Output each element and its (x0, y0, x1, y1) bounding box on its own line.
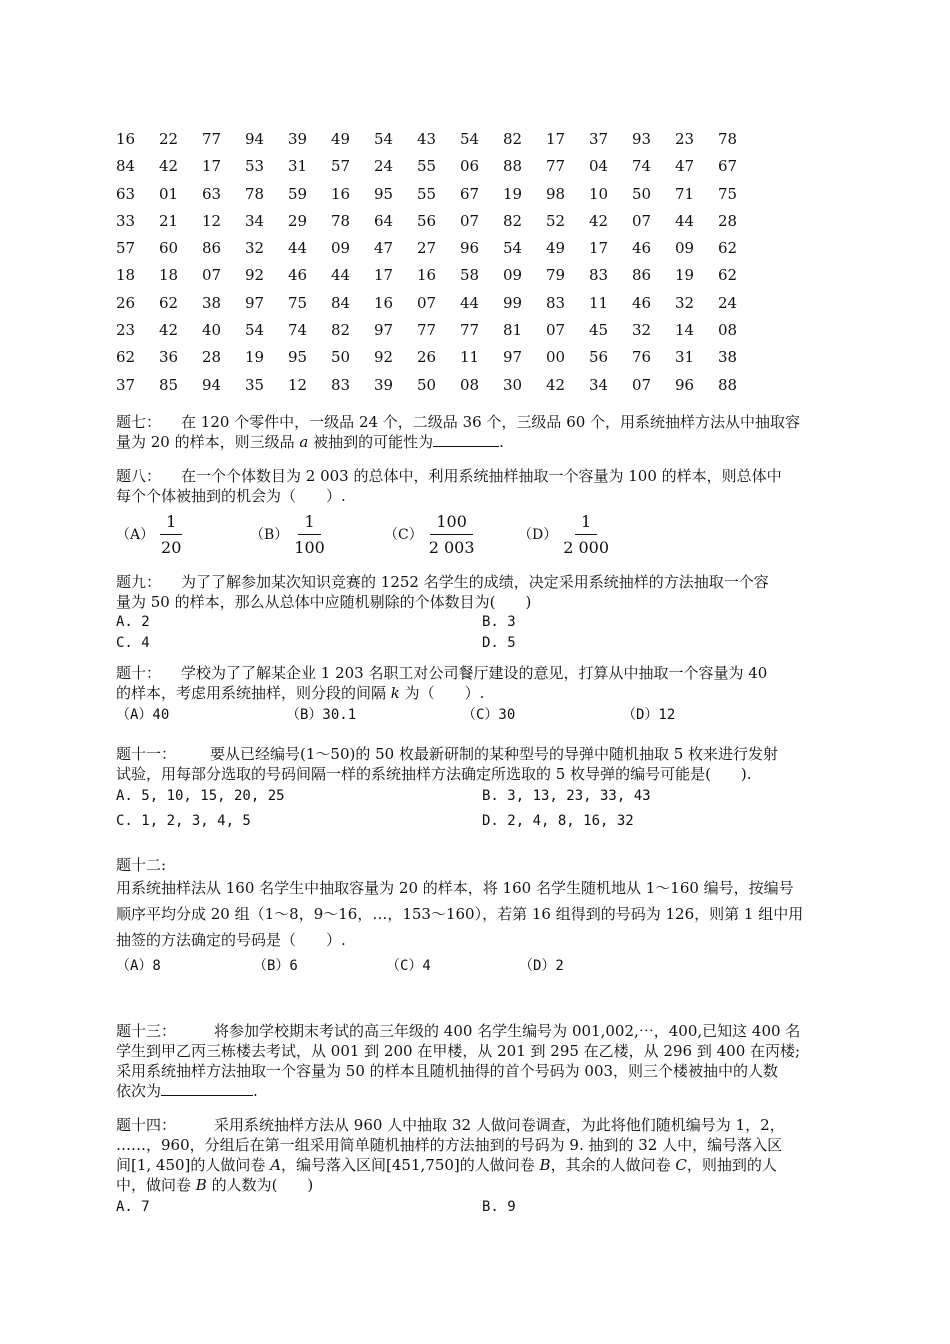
table-cell: 18 (159, 266, 179, 285)
table-cell: 34 (589, 375, 609, 394)
variable: a (299, 433, 309, 451)
option-a[interactable]: A. 2 (116, 614, 150, 630)
answer-blank (161, 1081, 253, 1096)
table-cell: 54 (503, 239, 523, 258)
question-text: 将参加学校期末考试的高三年级的 400 名学生编号为 001,002,⋯，400,已知这 400 名 (214, 1022, 801, 1040)
table-cell: 26 (417, 348, 437, 367)
table-cell: 09 (331, 239, 351, 258)
table-cell: 53 (245, 157, 265, 176)
option-c[interactable]: C. 4 (116, 635, 150, 651)
variable: B (195, 1176, 207, 1194)
table-cell: 17 (546, 130, 566, 148)
table-cell: 56 (417, 211, 437, 230)
table-cell: 04 (589, 157, 609, 176)
table-cell: 31 (675, 348, 695, 367)
option-d[interactable]: D. 2, 4, 8, 16, 32 (482, 813, 634, 829)
option-b[interactable]: B. 3 (482, 614, 516, 630)
option-c[interactable] (384, 512, 518, 558)
numerator: 1 (575, 512, 597, 535)
table-cell: 06 (460, 157, 480, 176)
table-cell: 39 (374, 375, 394, 394)
question-text: 抽签的方法确定的号码是（ ）. (116, 931, 346, 949)
answer-blank (433, 432, 499, 447)
table-cell: 28 (718, 211, 738, 230)
table-cell: 42 (589, 211, 609, 230)
table-cell: 14 (675, 321, 695, 340)
table-cell: 77 (546, 157, 566, 176)
table-cell: 35 (245, 375, 265, 394)
question-text: 依次为 (116, 1082, 162, 1100)
table-cell: 11 (460, 348, 480, 367)
table-cell: 96 (460, 239, 480, 258)
question-text: 要从已经编号(1～50)的 50 枚最新研制的某种型号的导弹中随机抽取 5 枚来进行发射 (210, 745, 779, 763)
table-row (116, 262, 761, 289)
table-cell: 95 (374, 184, 394, 203)
table-row (116, 235, 761, 262)
table-cell: 82 (503, 211, 523, 230)
question-text: 顺序平均分成 20 组（1～8，9～16，…，153～160），若第 16 组得到的号码为 126，则第 1 组中用 (116, 905, 804, 923)
question-text: . (499, 433, 504, 451)
question-text: 学生到甲乙丙三栋楼去考试，从 001 到 200 在甲楼，从 201 到 295 在乙楼，从 296 到 400 在丙楼; (116, 1042, 801, 1060)
table-cell: 49 (546, 239, 566, 258)
table-cell: 38 (202, 293, 222, 312)
table-cell: 17 (589, 239, 609, 258)
fraction (294, 512, 325, 558)
table-cell: 58 (460, 266, 480, 285)
question-14 (116, 1115, 840, 1219)
table-cell: 09 (675, 239, 695, 258)
table-cell: 17 (202, 157, 222, 176)
question-text: 被抽到的可能性为 (308, 433, 434, 451)
table-cell: 93 (632, 130, 652, 148)
table-cell: 21 (159, 211, 179, 230)
table-cell: 92 (245, 266, 265, 285)
question-text: 量为 20 的样本，则三级品 (116, 433, 300, 451)
table-cell: 85 (159, 375, 179, 394)
question-label: 题十二: (116, 856, 167, 874)
option-c[interactable]: （C）30 (462, 707, 516, 723)
table-cell: 78 (718, 130, 738, 148)
table-cell: 42 (546, 375, 566, 394)
option-a[interactable]: （A）8 (116, 958, 161, 974)
table-cell: 98 (546, 184, 566, 203)
option-b[interactable] (250, 512, 384, 558)
question-text: ，编号落入区间[451,750]的人做问卷 (281, 1156, 540, 1174)
table-cell: 62 (718, 239, 738, 258)
question-text: 量为 50 的样本，那么从总体中应随机剔除的个体数目为( ) (116, 593, 532, 611)
question-label: 题十一： (116, 745, 177, 763)
table-cell: 54 (374, 130, 394, 148)
table-cell: 16 (417, 266, 437, 285)
table-cell: 77 (417, 321, 437, 340)
table-cell: 59 (288, 184, 308, 203)
question-8 (116, 466, 840, 558)
table-cell: 62 (116, 348, 136, 367)
table-cell: 44 (675, 211, 695, 230)
table-row (116, 126, 761, 153)
table-cell: 10 (589, 184, 609, 203)
table-cell: 28 (202, 348, 222, 367)
table-cell: 19 (245, 348, 265, 367)
table-cell: 30 (503, 375, 523, 394)
table-row (116, 372, 761, 399)
table-cell: 31 (288, 157, 308, 176)
option-label: （D） (518, 527, 558, 543)
table-cell: 36 (159, 348, 179, 367)
table-cell: 49 (331, 130, 351, 148)
table-cell: 77 (202, 130, 222, 148)
table-cell: 42 (159, 157, 179, 176)
table-cell: 32 (675, 293, 695, 312)
table-cell: 26 (116, 293, 136, 312)
table-cell: 83 (331, 375, 351, 394)
table-cell: 46 (288, 266, 308, 285)
table-cell: 60 (159, 239, 179, 258)
table-cell: 19 (675, 266, 695, 285)
question-text: 为了了解参加某次知识竞赛的 1252 名学生的成绩，决定采用系统抽样的方法抽取一个容 (181, 573, 769, 591)
table-cell: 40 (202, 321, 222, 340)
table-cell: 08 (718, 321, 738, 340)
fraction-options (116, 512, 840, 558)
question-9 (116, 572, 840, 654)
table-cell: 62 (718, 266, 738, 285)
table-cell: 00 (546, 348, 566, 367)
table-cell: 18 (116, 266, 136, 285)
table-cell: 82 (331, 321, 351, 340)
question-11 (116, 744, 840, 834)
question-label: 题八： (116, 467, 162, 485)
table-cell: 86 (632, 266, 652, 285)
option-a[interactable]: A. 7 (116, 1199, 150, 1215)
table-cell: 54 (245, 321, 265, 340)
table-cell: 32 (632, 321, 652, 340)
variable: C (675, 1156, 687, 1174)
table-cell: 24 (374, 157, 394, 176)
fraction (563, 512, 609, 558)
table-cell: 96 (675, 375, 695, 394)
table-cell: 27 (417, 239, 437, 258)
question-text: 采用系统抽样方法抽取一个容量为 50 的样本且随机抽得的首个号码为 003，则三个楼被抽中的人数 (116, 1062, 779, 1080)
table-cell: 84 (331, 293, 351, 312)
option-a[interactable] (116, 512, 250, 558)
table-cell: 78 (331, 211, 351, 230)
question-text: 用系统抽样法从 160 名学生中抽取容量为 20 的样本，将 160 名学生随机地从 1～160 编号，按编号 (116, 879, 794, 897)
table-cell: 16 (374, 293, 394, 312)
question-text: 每个个体被抽到的机会为（ ）. (116, 487, 346, 505)
table-cell: 07 (460, 211, 480, 230)
option-d[interactable]: （D）12 (622, 707, 676, 723)
table-cell: 09 (503, 266, 523, 285)
table-row (116, 153, 761, 180)
table-cell: 50 (417, 375, 437, 394)
table-cell: 77 (460, 321, 480, 340)
table-cell: 97 (503, 348, 523, 367)
option-b[interactable]: B. 3, 13, 23, 33, 43 (482, 788, 651, 804)
table-cell: 44 (288, 239, 308, 258)
fraction (429, 512, 475, 558)
question-text: 间[1, 450]的人做问卷 (116, 1156, 271, 1174)
table-cell: 43 (417, 130, 437, 148)
numerator: 100 (430, 512, 473, 535)
option-label: （B） (250, 527, 289, 543)
table-cell: 75 (288, 293, 308, 312)
question-13 (116, 1021, 840, 1101)
table-cell: 97 (245, 293, 265, 312)
denominator: 2 003 (428, 538, 475, 557)
table-cell: 38 (718, 348, 738, 367)
question-12 (116, 855, 840, 979)
table-cell: 63 (202, 184, 222, 203)
table-cell: 29 (288, 211, 308, 230)
table-cell: 47 (675, 157, 695, 176)
question-text: . (253, 1082, 258, 1100)
table-cell: 44 (460, 293, 480, 312)
question-10 (116, 663, 840, 727)
table-cell: 16 (331, 184, 351, 203)
question-text: 中，做问卷 (116, 1176, 196, 1194)
table-cell: 42 (159, 321, 179, 340)
table-cell: 71 (675, 184, 695, 203)
table-cell: 01 (159, 184, 179, 203)
table-cell: 12 (288, 375, 308, 394)
table-row (116, 290, 761, 317)
question-label: 题十： (116, 664, 162, 682)
question-text: 采用系统抽样方法从 960 人中抽取 32 人做问卷调查，为此将他们随机编号为 1，2， (214, 1116, 785, 1134)
table-row (116, 208, 761, 235)
table-cell: 57 (116, 239, 136, 258)
table-cell: 94 (245, 130, 265, 148)
table-cell: 82 (503, 130, 523, 148)
table-cell: 81 (503, 321, 523, 340)
table-cell: 63 (116, 184, 136, 203)
table-cell: 67 (460, 184, 480, 203)
option-b[interactable]: （B）6 (253, 958, 298, 974)
table-cell: 54 (460, 130, 480, 148)
table-cell: 24 (718, 293, 738, 312)
table-cell: 95 (288, 348, 308, 367)
table-cell: 50 (632, 184, 652, 203)
table-cell: 34 (245, 211, 265, 230)
table-cell: 56 (589, 348, 609, 367)
table-row (116, 317, 761, 344)
table-cell: 52 (546, 211, 566, 230)
table-cell: 22 (159, 130, 179, 148)
option-b[interactable]: B. 9 (482, 1199, 516, 1215)
table-cell: 32 (245, 239, 265, 258)
table-cell: 78 (245, 184, 265, 203)
table-cell: 07 (632, 375, 652, 394)
option-label: （A） (116, 527, 155, 543)
table-cell: 76 (632, 348, 652, 367)
variable: A (270, 1156, 282, 1174)
denominator: 20 (161, 538, 182, 557)
fraction (160, 512, 182, 558)
table-cell: 23 (675, 130, 695, 148)
question-label: 题九： (116, 573, 162, 591)
question-text: 试验，用每部分选取的号码间隔一样的系统抽样方法确定所选取的 5 枚导弹的编号可能是( ). (116, 765, 752, 783)
table-cell: 11 (589, 293, 609, 312)
question-text: ，其余的人做问卷 (550, 1156, 676, 1174)
table-cell: 83 (589, 266, 609, 285)
table-cell: 19 (503, 184, 523, 203)
table-cell: 23 (116, 321, 136, 340)
table-cell: 50 (331, 348, 351, 367)
table-cell: 16 (116, 130, 136, 148)
table-cell: 45 (589, 321, 609, 340)
table-cell: 79 (546, 266, 566, 285)
table-cell: 62 (159, 293, 179, 312)
question-label: 题十四： (116, 1116, 177, 1134)
table-cell: 67 (718, 157, 738, 176)
table-cell: 92 (374, 348, 394, 367)
option-a[interactable]: A. 5, 10, 15, 20, 25 (116, 788, 285, 804)
option-label: （C） (384, 527, 423, 543)
table-row (116, 181, 761, 208)
table-cell: 99 (503, 293, 523, 312)
question-text: 的样本，考虑用系统抽样，则分段的间隔 (116, 684, 391, 702)
table-cell: 07 (202, 266, 222, 285)
variable: k (390, 684, 400, 702)
question-text: ，则抽到的人 (686, 1156, 777, 1174)
table-cell: 07 (417, 293, 437, 312)
table-row (116, 344, 761, 371)
question-text: 为（ ）. (399, 684, 485, 702)
table-cell: 07 (546, 321, 566, 340)
table-cell: 46 (632, 239, 652, 258)
table-cell: 33 (116, 211, 136, 230)
option-d[interactable] (518, 512, 652, 558)
variable: B (539, 1156, 551, 1174)
question-text: ……，960，分组后在第一组采用简单随机抽样的方法抽到的号码为 9. 抽到的 32 人中，编号落入区 (116, 1136, 783, 1154)
question-7 (116, 412, 840, 452)
table-cell: 57 (331, 157, 351, 176)
table-cell: 94 (202, 375, 222, 394)
table-cell: 39 (288, 130, 308, 148)
option-c[interactable]: （C）4 (386, 958, 431, 974)
option-b[interactable]: （B）30.1 (286, 707, 357, 723)
question-label: 题七： (116, 413, 162, 431)
random-number-table (116, 126, 761, 399)
table-cell: 55 (417, 184, 437, 203)
table-cell: 97 (374, 321, 394, 340)
table-cell: 07 (632, 211, 652, 230)
table-cell: 17 (374, 266, 394, 285)
table-cell: 84 (116, 157, 136, 176)
table-cell: 88 (718, 375, 738, 394)
option-c[interactable]: C. 1, 2, 3, 4, 5 (116, 813, 251, 829)
table-cell: 12 (202, 211, 222, 230)
denominator: 100 (294, 538, 325, 557)
numerator: 1 (160, 512, 182, 535)
option-a[interactable]: （A）40 (116, 707, 170, 723)
table-cell: 55 (417, 157, 437, 176)
table-cell: 46 (632, 293, 652, 312)
table-cell: 47 (374, 239, 394, 258)
question-text: 在 120 个零件中，一级品 24 个，二级品 36 个，三级品 60 个，用系统抽样方法从中抽取容 (181, 413, 801, 431)
numerator: 1 (298, 512, 320, 535)
table-cell: 74 (288, 321, 308, 340)
table-cell: 88 (503, 157, 523, 176)
table-cell: 08 (460, 375, 480, 394)
table-cell: 44 (331, 266, 351, 285)
table-cell: 64 (374, 211, 394, 230)
denominator: 2 000 (563, 538, 610, 557)
option-d[interactable]: D. 5 (482, 635, 516, 651)
question-text: 的人数为( ) (206, 1176, 314, 1194)
table-cell: 37 (116, 375, 136, 394)
option-d[interactable]: （D）2 (519, 958, 564, 974)
question-label: 题十三： (116, 1022, 177, 1040)
table-cell: 75 (718, 184, 738, 203)
table-cell: 74 (632, 157, 652, 176)
table-cell: 86 (202, 239, 222, 258)
table-cell: 83 (546, 293, 566, 312)
table-cell: 37 (589, 130, 609, 148)
question-text: 学校为了了解某企业 1 203 名职工对公司餐厅建设的意见，打算从中抽取一个容量为 40 (181, 664, 768, 682)
question-text: 在一个个体数目为 2 003 的总体中，利用系统抽样抽取一个容量为 100 的样本，则总体中 (181, 467, 782, 485)
